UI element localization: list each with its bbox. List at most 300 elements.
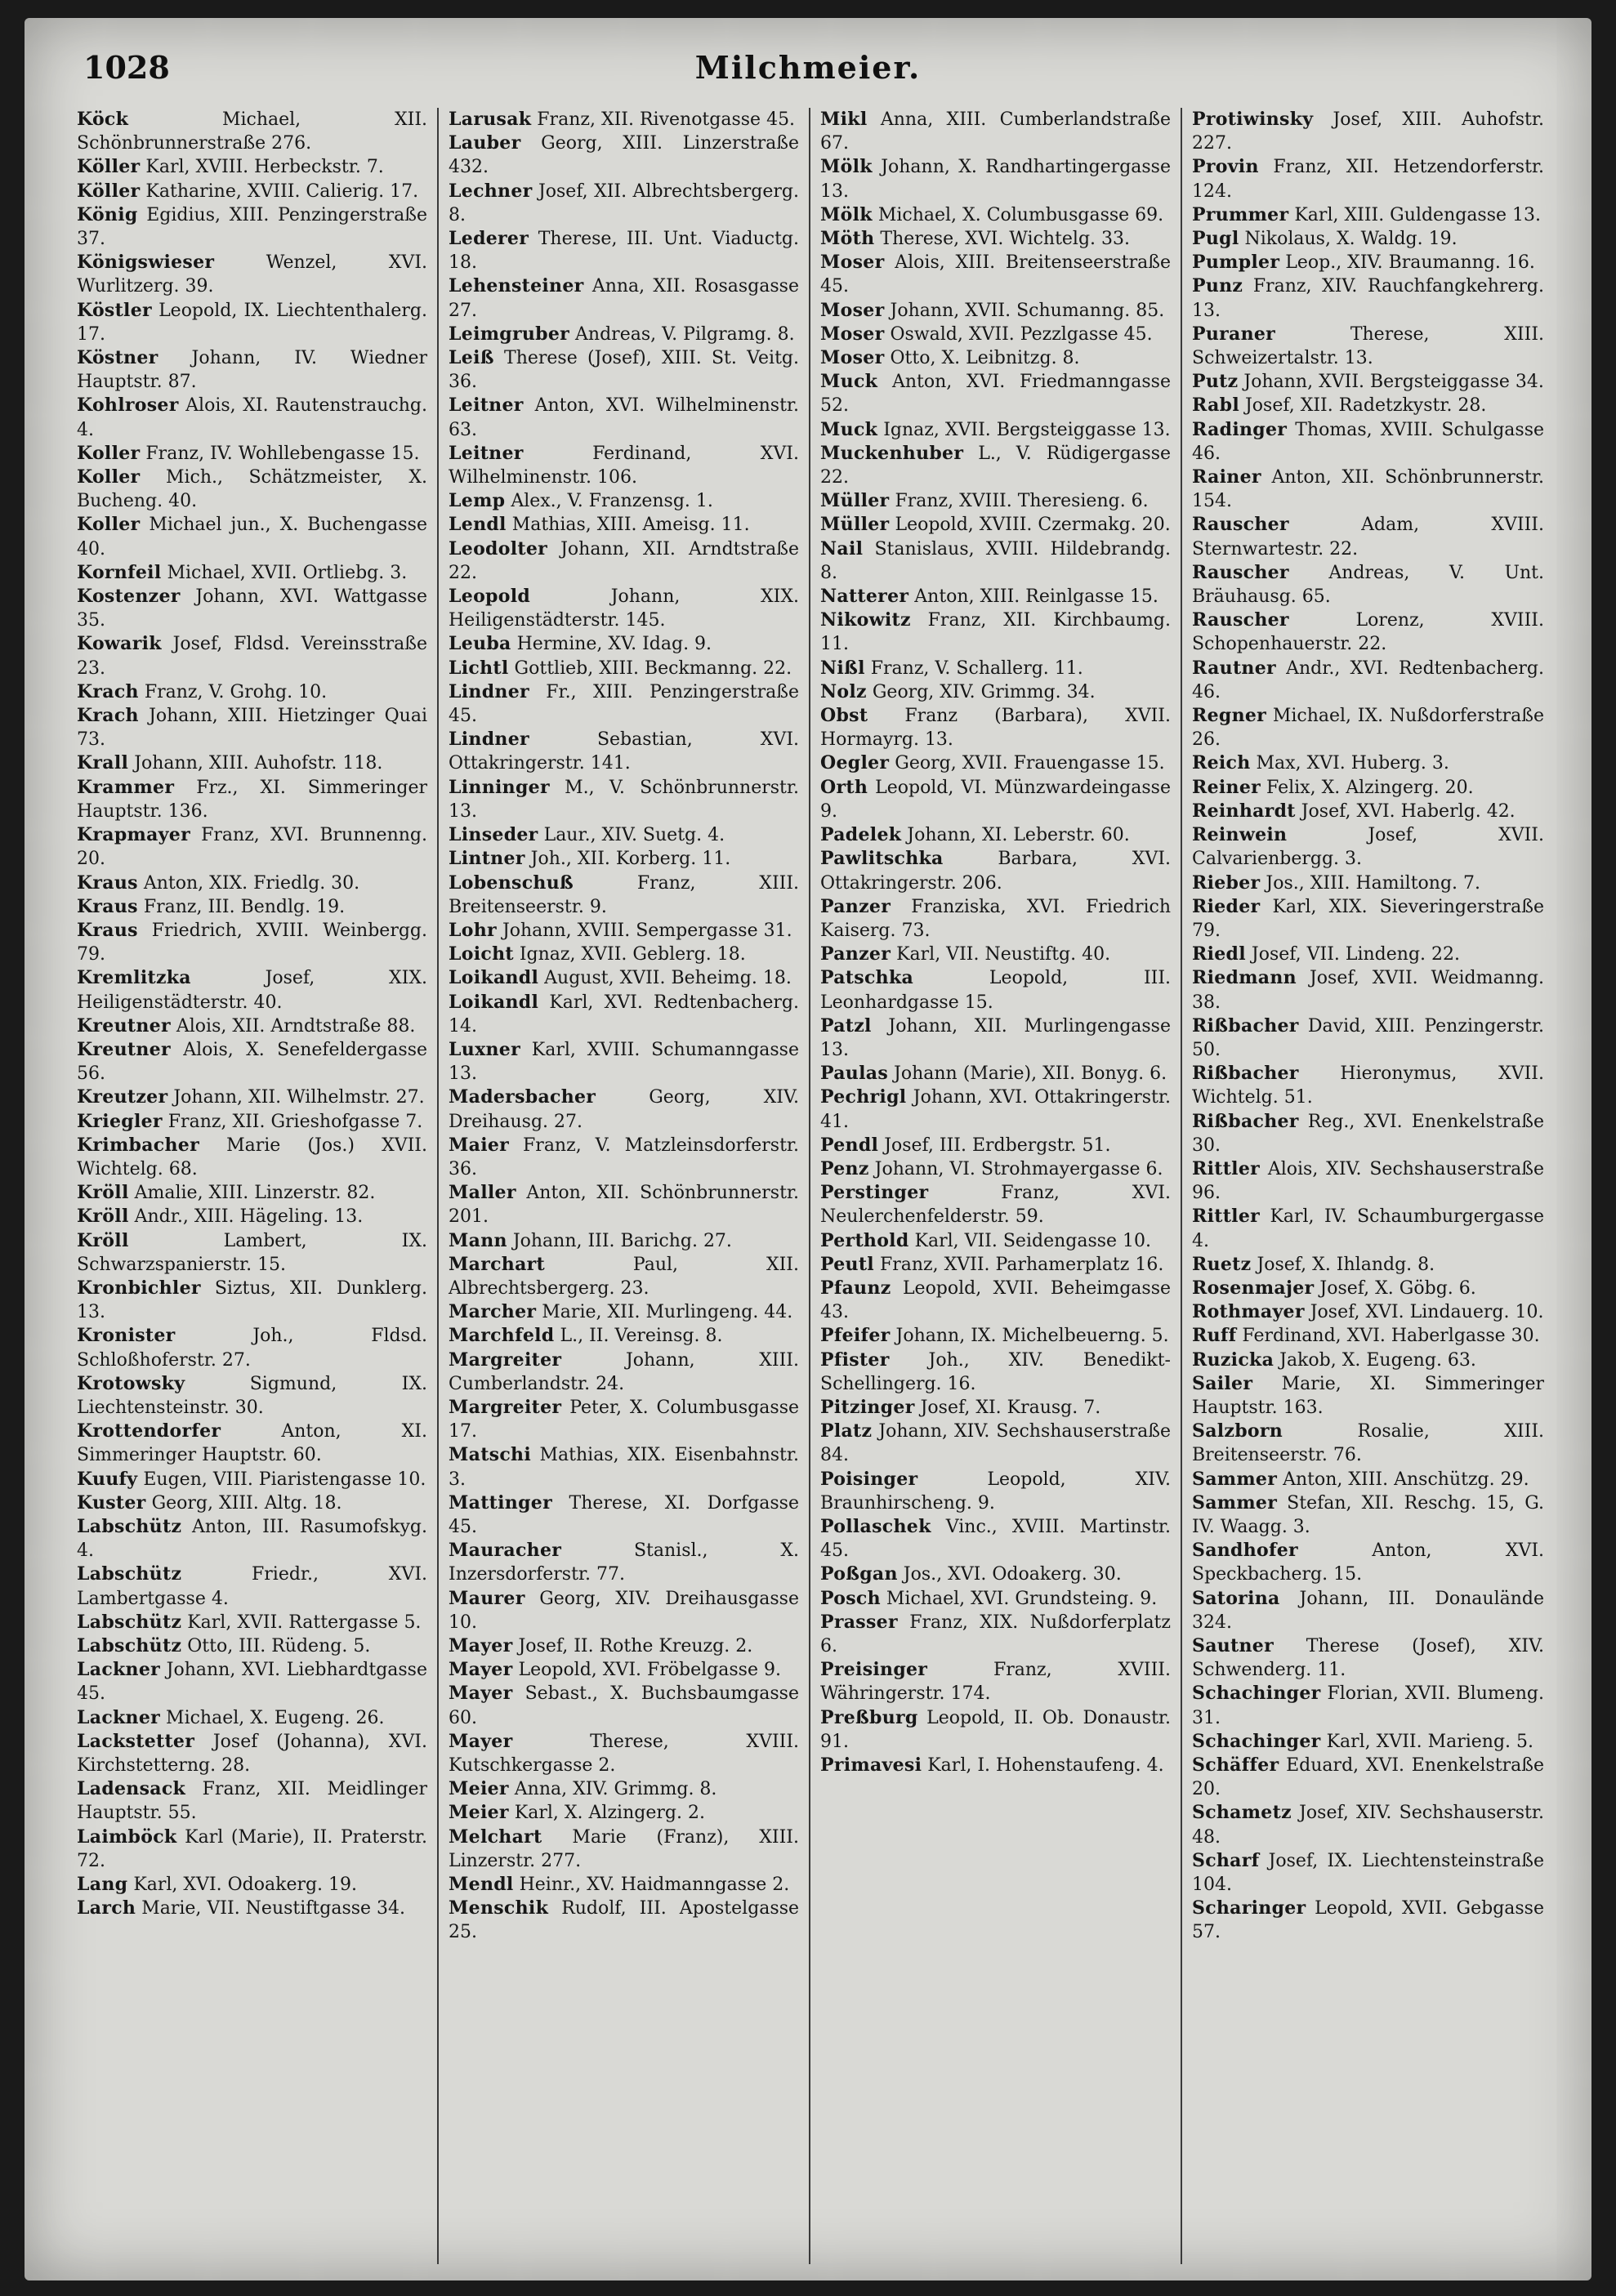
- entry-surname: Nolz: [820, 680, 867, 702]
- entry-surname: Pugl: [1192, 228, 1239, 250]
- entry-details: Marie, XII. Murlingeng. 44.: [542, 1302, 793, 1323]
- directory-entry: [1192, 251, 1544, 274]
- directory-entry: [820, 1134, 1171, 1157]
- entry-surname: Krach: [77, 705, 139, 727]
- entry-details: Anton, XVI. Wilhelminenstr. 63.: [449, 395, 799, 440]
- entry-details: Franz, XVI. Neulerchenfelderstr. 59.: [820, 1183, 1171, 1228]
- directory-entry: [1192, 704, 1544, 751]
- directory-entry: [1192, 203, 1544, 227]
- entry-surname: Reinwein: [1192, 824, 1288, 846]
- column-2: [439, 108, 810, 2264]
- entry-surname: Lackner: [77, 1706, 161, 1728]
- entry-details: Marie (Franz), XIII. Linzerstr. 277.: [449, 1826, 799, 1871]
- entry-surname: Prasser: [820, 1611, 898, 1633]
- entry-details: Georg, XIII. Linzerstraße 432.: [449, 133, 799, 178]
- entry-details: Johann, IX. Michelbeuerng. 5.: [895, 1326, 1169, 1347]
- entry-details: Michael, IX. Nußdorferstraße 26.: [1192, 706, 1544, 751]
- directory-entry: [820, 657, 1171, 680]
- entry-surname: Ruzicka: [1192, 1349, 1274, 1371]
- entry-details: Karl, VII. Seidengasse 10.: [914, 1230, 1152, 1251]
- entry-details: Mathias, XIII. Ameisg. 11.: [511, 515, 750, 536]
- entry-surname: Koller: [77, 514, 141, 536]
- entry-details: Josef, XVII. Weidmanng. 38.: [1192, 968, 1544, 1013]
- directory-entry: [449, 1873, 799, 1897]
- directory-entry: [820, 704, 1171, 751]
- directory-entry: [820, 1396, 1171, 1420]
- entry-details: Leopold, XVI. Fröbelgasse 9.: [518, 1660, 781, 1681]
- directory-entry: [1192, 1277, 1544, 1300]
- directory-entry: [820, 1754, 1171, 1777]
- entry-surname: Rabl: [1192, 395, 1239, 417]
- directory-entry: [820, 585, 1171, 609]
- directory-entry: [1192, 1420, 1544, 1467]
- entry-surname: Müller: [820, 490, 890, 512]
- entry-surname: Schachinger: [1192, 1730, 1321, 1752]
- directory-entry: [77, 1777, 427, 1825]
- entry-surname: Labschütz: [77, 1635, 182, 1656]
- entry-details: Franz, XII. Rivenotgasse 45.: [537, 109, 796, 130]
- entry-details: Lorenz, XVIII. Schopenhauerstr. 22.: [1192, 610, 1544, 655]
- entry-details: Franz, XVII. Parhamerplatz 16.: [879, 1254, 1164, 1275]
- entry-details: Friedrich, XVIII. Weinbergg. 79.: [77, 920, 427, 965]
- entry-details: August, XVII. Beheimg. 18.: [544, 968, 792, 989]
- directory-entry: [449, 1324, 799, 1348]
- entry-surname: Leuba: [449, 633, 511, 655]
- directory-entry: [1192, 1682, 1544, 1729]
- entry-surname: Kriegler: [77, 1110, 163, 1132]
- entry-details: Marie (Jos.) XVII. Wichtelg. 68.: [77, 1135, 427, 1179]
- directory-entry: [1192, 1110, 1544, 1157]
- directory-entry: [449, 632, 799, 656]
- entry-surname: Meier: [449, 1778, 509, 1800]
- entry-surname: Krottendorfer: [77, 1420, 221, 1442]
- directory-entry: [77, 1634, 427, 1658]
- entry-surname: Lang: [77, 1874, 128, 1896]
- entry-details: Franz, XVIII. Theresieng. 6.: [895, 491, 1149, 512]
- directory-entry: [449, 1349, 799, 1396]
- directory-entry: [77, 203, 427, 251]
- entry-surname: Mann: [449, 1229, 507, 1251]
- entry-details: Josef, XIII. Auhofstr. 227.: [1192, 109, 1544, 154]
- directory-entry: [77, 251, 427, 298]
- entry-surname: Loikandl: [449, 991, 539, 1013]
- entry-surname: Lemp: [449, 490, 506, 512]
- directory-entry: [1192, 1062, 1544, 1109]
- directory-entry: [449, 108, 799, 132]
- directory-entry: [820, 1658, 1171, 1705]
- entry-surname: Penz: [820, 1157, 869, 1179]
- entry-surname: Posch: [820, 1587, 881, 1609]
- entry-details: Nikolaus, X. Waldg. 19.: [1244, 229, 1458, 250]
- entry-surname: Moser: [820, 252, 885, 274]
- directory-entry: [1192, 1349, 1544, 1372]
- entry-surname: Maller: [449, 1182, 516, 1204]
- column-3: [810, 108, 1182, 2264]
- entry-surname: Margreiter: [449, 1396, 562, 1418]
- entry-details: L., II. Vereinsg. 8.: [560, 1326, 723, 1347]
- entry-details: Karl, VII. Neustiftg. 40.: [896, 944, 1111, 965]
- entry-details: Franz, XIX. Nußdorferplatz 6.: [820, 1612, 1171, 1656]
- directory-entry: [449, 1181, 799, 1228]
- entry-surname: Kornfeil: [77, 561, 162, 583]
- directory-entry: [449, 1253, 799, 1300]
- directory-entry: [77, 1205, 427, 1228]
- entry-details: Josef, VII. Lindeng. 22.: [1251, 944, 1461, 965]
- directory-entry: [449, 1801, 799, 1825]
- directory-entry: [449, 823, 799, 847]
- entry-details: Johann, III. Donaulände 324.: [1192, 1588, 1544, 1633]
- directory-entry: [1192, 561, 1544, 609]
- directory-entry: [1192, 1372, 1544, 1420]
- directory-entry: [1192, 418, 1544, 466]
- directory-entry: [449, 966, 799, 990]
- entry-surname: Puraner: [1192, 323, 1276, 345]
- entry-details: Johann, VI. Strohmayergasse 6.: [874, 1158, 1163, 1179]
- directory-page: [25, 18, 1591, 2280]
- entry-details: Johann, IV. Wiedner Hauptstr. 87.: [77, 348, 427, 393]
- entry-surname: Lehensteiner: [449, 275, 584, 297]
- entry-surname: Krall: [77, 752, 129, 774]
- entry-details: Johann, XVI. Wattgasse 35.: [77, 586, 427, 631]
- entry-surname: Kronbichler: [77, 1277, 201, 1299]
- entry-surname: Kreutner: [77, 1038, 171, 1060]
- entry-surname: Rautner: [1192, 657, 1276, 679]
- entry-surname: Madersbacher: [449, 1086, 596, 1108]
- directory-entry: [1192, 751, 1544, 775]
- entry-surname: Luxner: [449, 1038, 520, 1060]
- entry-details: Johann, XVII. Bergsteiggasse 34.: [1243, 372, 1544, 393]
- directory-entry: [449, 847, 799, 871]
- entry-surname: Pechrigl: [820, 1086, 907, 1108]
- entry-surname: Kronister: [77, 1325, 176, 1347]
- entry-details: Ferdinand, XVI. Haberlgasse 30.: [1242, 1326, 1540, 1347]
- entry-surname: Reich: [1192, 752, 1251, 774]
- entry-surname: Leimgruber: [449, 323, 570, 345]
- directory-entry: [77, 1086, 427, 1109]
- entry-details: Anton, XVI. Friedmanngasse 52.: [820, 372, 1171, 417]
- directory-entry: [1192, 1801, 1544, 1848]
- entry-details: Sebastian, XVI. Ottakringerstr. 141.: [449, 729, 800, 774]
- entry-details: Johann, XIII. Cumberlandstr. 24.: [449, 1349, 799, 1394]
- directory-entry: [449, 537, 799, 585]
- entry-details: Andreas, V. Pilgramg. 8.: [575, 323, 795, 345]
- entry-details: Karl, XVI. Redtenbacherg. 14.: [449, 992, 799, 1037]
- entry-details: Josef, XVII. Calvarienbergg. 3.: [1192, 825, 1544, 870]
- entry-surname: Linseder: [449, 824, 538, 846]
- entry-details: Joh., Fldsd. Schloßhoferstr. 27.: [77, 1326, 428, 1371]
- directory-entry: [77, 872, 427, 895]
- entry-details: Josef, XVI. Haberlg. 42.: [1301, 800, 1516, 822]
- directory-entry: [77, 966, 427, 1014]
- directory-entry: [449, 657, 799, 680]
- directory-entry: [1192, 108, 1544, 155]
- directory-entry: [820, 251, 1171, 298]
- directory-entry: [820, 1229, 1171, 1253]
- directory-entry: [449, 1134, 799, 1181]
- entry-details: Leopold, IX. Liechtenthalerg. 17.: [77, 300, 427, 345]
- directory-entry: [77, 895, 427, 919]
- entry-surname: Radinger: [1192, 418, 1288, 440]
- entry-details: Karl, XVIII. Schumanngasse 13.: [449, 1039, 799, 1085]
- entry-details: Johann, XI. Leberstr. 60.: [907, 825, 1130, 846]
- entry-surname: Kostenzer: [77, 586, 181, 608]
- directory-entry: [77, 1897, 427, 1920]
- entry-details: Ferdinand, XVI. Wilhelminenstr. 106.: [449, 443, 799, 488]
- entry-details: Anna, XIII. Cumberlandstraße 67.: [820, 109, 1171, 154]
- entry-details: Reg., XVI. Enenkelstraße 30.: [1192, 1111, 1545, 1156]
- entry-surname: Muck: [820, 418, 878, 440]
- entry-surname: Mayer: [449, 1730, 513, 1752]
- directory-entry: [820, 751, 1171, 775]
- entry-surname: Muckenhuber: [820, 442, 964, 464]
- directory-entry: [820, 609, 1171, 656]
- directory-entry: [77, 751, 427, 775]
- entry-details: Leopold, XIV. Braunhirscheng. 9.: [820, 1469, 1171, 1514]
- entry-surname: Mölk: [820, 203, 873, 225]
- directory-entry: [77, 1134, 427, 1181]
- entry-surname: Rittler: [1192, 1206, 1261, 1228]
- directory-entry: [77, 776, 427, 823]
- entry-details: Josef, III. Erdbergstr. 51.: [884, 1135, 1111, 1156]
- entry-surname: Reinhardt: [1192, 800, 1296, 822]
- entry-surname: Padelek: [820, 824, 902, 846]
- directory-entry: [1192, 823, 1544, 871]
- entry-details: Joh., XIV. Benedikt-Schellingerg. 16.: [820, 1349, 1171, 1394]
- entry-details: Johann, XIII. Auhofstr. 118.: [134, 753, 383, 774]
- entry-details: Leopold, VI. Münzwardeingasse 9.: [820, 777, 1171, 822]
- entry-surname: Pitzinger: [820, 1396, 915, 1418]
- directory-entry: [77, 1014, 427, 1038]
- directory-entry: [1192, 227, 1544, 251]
- entry-surname: Panzer: [820, 943, 891, 965]
- entry-details: Therese (Josef), XIII. St. Veitg. 36.: [449, 348, 799, 393]
- entry-details: Johann, XVI. Ottakringerstr. 41.: [820, 1087, 1171, 1132]
- entry-surname: Mayer: [449, 1683, 513, 1705]
- entry-details: Franz, XII. Hetzendorferstr. 124.: [1192, 157, 1545, 202]
- entry-details: Anton, XVI. Speckbacherg. 15.: [1192, 1540, 1545, 1585]
- entry-details: Josef, X. Ihlandg. 8.: [1257, 1254, 1435, 1275]
- entry-details: Vinc., XVIII. Martinstr. 45.: [820, 1516, 1171, 1562]
- entry-details: L., V. Rüdigergasse 22.: [820, 443, 1171, 488]
- entry-details: Karl, X. Alzingerg. 2.: [514, 1803, 705, 1824]
- entry-surname: Oegler: [820, 752, 890, 774]
- entry-surname: Loikandl: [449, 967, 539, 989]
- directory-entry: [77, 1491, 427, 1515]
- entry-surname: Preisinger: [820, 1659, 928, 1681]
- directory-entry: [449, 872, 799, 919]
- directory-entry: [820, 346, 1171, 370]
- directory-entry: [77, 1372, 427, 1420]
- entry-details: Rudolf, III. Apostelgasse 25.: [449, 1898, 800, 1943]
- directory-entry: [449, 1777, 799, 1801]
- directory-entry: [77, 1658, 427, 1705]
- entry-surname: Kohlroser: [77, 395, 179, 417]
- entry-surname: Kreutzer: [77, 1086, 168, 1108]
- directory-entry: [449, 442, 799, 489]
- directory-entry: [820, 1324, 1171, 1348]
- entry-surname: Kröll: [77, 1229, 129, 1251]
- directory-entry: [77, 466, 427, 513]
- entry-details: Egidius, XIII. Penzingerstraße 37.: [77, 204, 428, 250]
- entry-details: David, XIII. Penzingerstr. 50.: [1192, 1015, 1544, 1060]
- directory-entry: [77, 632, 427, 680]
- directory-entry: [820, 895, 1171, 943]
- directory-entry: [820, 1706, 1171, 1754]
- entry-surname: Poßgan: [820, 1563, 898, 1585]
- entry-details: Michael, XVI. Grundsteing. 9.: [886, 1588, 1158, 1609]
- directory-entry: [820, 1587, 1171, 1611]
- entry-details: Anton, XIII. Reinlgasse 15.: [914, 586, 1158, 608]
- entry-surname: Satorina: [1192, 1587, 1280, 1609]
- entry-details: Florian, XVII. Blumeng. 31.: [1192, 1683, 1544, 1728]
- directory-entry: [820, 1277, 1171, 1324]
- entry-surname: Panzer: [820, 895, 891, 917]
- entry-details: Josef, XII. Albrechtsbergerg. 8.: [449, 181, 799, 225]
- entry-details: Anton, XII. Schönbrunnerstr. 201.: [449, 1183, 799, 1228]
- directory-entry: [820, 203, 1171, 227]
- directory-entry: [77, 346, 427, 394]
- entry-details: Otto, X. Leibnitzg. 8.: [890, 348, 1080, 369]
- entry-details: Josef, II. Rothe Kreuzg. 2.: [518, 1636, 753, 1656]
- entry-details: Michael, X. Columbusgasse 69.: [877, 204, 1164, 225]
- directory-entry: [449, 1443, 799, 1491]
- directory-entry: [77, 1324, 427, 1371]
- entry-surname: Paulas: [820, 1063, 889, 1085]
- entry-details: Marie, VII. Neustiftgasse 34.: [141, 1898, 406, 1919]
- entry-details: Franziska, XVI. Friedrich Kaiserg. 73.: [820, 896, 1171, 941]
- directory-entry: [820, 1611, 1171, 1658]
- entry-surname: Putz: [1192, 371, 1239, 393]
- entry-details: Johann, XIV. Sechshauserstraße 84.: [820, 1421, 1171, 1466]
- entry-details: Georg, XVII. Frauengasse 15.: [895, 753, 1165, 774]
- entry-surname: Nail: [820, 537, 864, 560]
- directory-entry: [1192, 657, 1544, 704]
- entry-surname: Rißbacher: [1192, 1063, 1299, 1085]
- entry-surname: Scharinger: [1192, 1897, 1306, 1919]
- directory-entry: [820, 489, 1171, 513]
- column-4: [1182, 108, 1554, 2264]
- directory-entry: [820, 1420, 1171, 1467]
- directory-entry: [820, 1468, 1171, 1515]
- entry-surname: Rißbacher: [1192, 1110, 1299, 1132]
- entry-surname: Schäffer: [1192, 1754, 1279, 1777]
- entry-surname: Köller: [77, 180, 141, 202]
- directory-entry: [1192, 466, 1544, 513]
- entry-surname: Kremlitzka: [77, 967, 191, 989]
- entry-surname: Sandhofer: [1192, 1540, 1298, 1562]
- entry-surname: Ruff: [1192, 1325, 1237, 1347]
- entry-details: Max, XVI. Huberg. 3.: [1256, 753, 1449, 774]
- directory-entry: [1192, 1468, 1544, 1491]
- entry-details: Lambert, IX. Schwarzspanierstr. 15.: [77, 1230, 427, 1275]
- entry-surname: Leopold: [449, 586, 531, 608]
- entry-surname: Ruetz: [1192, 1253, 1252, 1275]
- entry-details: Franz, III. Bendlg. 19.: [143, 896, 346, 917]
- directory-entry: [820, 823, 1171, 847]
- entry-surname: Lederer: [449, 228, 529, 250]
- directory-entry: [449, 585, 799, 632]
- entry-surname: Mölk: [820, 156, 873, 178]
- entry-surname: Muck: [820, 371, 878, 393]
- entry-surname: Orth: [820, 776, 868, 798]
- directory-entry: [820, 966, 1171, 1014]
- directory-entry: [449, 1300, 799, 1324]
- entry-surname: Rothmayer: [1192, 1301, 1305, 1323]
- entry-surname: Schachinger: [1192, 1683, 1321, 1705]
- directory-entry: [1192, 609, 1544, 656]
- entry-details: Ignaz, XVII. Bergsteiggasse 13.: [883, 419, 1171, 440]
- directory-entry: [1192, 1587, 1544, 1634]
- entry-details: Eugen, VIII. Piaristengasse 10.: [143, 1469, 426, 1490]
- entry-surname: Koller: [77, 466, 141, 488]
- entry-details: Rosalie, XIII. Breitenseerstr. 76.: [1192, 1421, 1544, 1466]
- directory-entry: [449, 680, 799, 728]
- entry-surname: Maurer: [449, 1587, 525, 1609]
- entry-surname: Schametz: [1192, 1802, 1292, 1824]
- entry-details: Mich., Schätzmeister, X. Bucheng. 40.: [77, 467, 428, 512]
- entry-details: Anton, XIX. Friedlg. 30.: [143, 872, 360, 894]
- directory-entry: [77, 585, 427, 632]
- entry-details: Alois, XIV. Sechshauserstraße 96.: [1192, 1158, 1544, 1204]
- directory-entry: [820, 1181, 1171, 1228]
- entry-surname: Pawlitschka: [820, 848, 944, 870]
- directory-entry: [449, 728, 799, 775]
- entry-surname: Mendl: [449, 1874, 514, 1896]
- entry-details: Sigmund, IX. Liechtensteinstr. 30.: [77, 1373, 427, 1418]
- entry-details: Johann, XVIII. Sempergasse 31.: [502, 920, 792, 941]
- entry-surname: Müller: [820, 514, 890, 536]
- entry-details: Wenzel, XVI. Wurlitzerg. 39.: [77, 252, 427, 297]
- entry-details: Alois, X. Senefeldergasse 56.: [77, 1039, 427, 1085]
- entry-surname: Sailer: [1192, 1372, 1253, 1394]
- entry-details: Laur., XIV. Suetg. 4.: [543, 825, 725, 846]
- directory-entry: [449, 776, 799, 823]
- directory-entry: [1192, 1897, 1544, 1944]
- entry-details: Karl, XVIII. Herbeckstr. 7.: [145, 157, 384, 178]
- entry-surname: Sammer: [1192, 1468, 1278, 1490]
- entry-details: Gottlieb, XIII. Beckmanng. 22.: [514, 658, 792, 679]
- entry-surname: Köck: [77, 109, 129, 130]
- entry-details: Karl, XVII. Marieng. 5.: [1326, 1731, 1534, 1752]
- entry-surname: Lindner: [449, 680, 529, 702]
- entry-surname: Rieder: [1192, 895, 1261, 917]
- directory-entry: [77, 1611, 427, 1634]
- entry-surname: Lendl: [449, 514, 507, 536]
- entry-surname: Loicht: [449, 943, 514, 965]
- entry-surname: Mattinger: [449, 1491, 552, 1514]
- directory-entry: [820, 1014, 1171, 1062]
- directory-entry: [820, 1349, 1171, 1396]
- entry-details: Franz, V. Matzleinsdorferstr. 36.: [449, 1135, 800, 1179]
- entry-surname: Peutl: [820, 1253, 874, 1275]
- entry-surname: Pumpler: [1192, 252, 1280, 274]
- entry-details: Johann, X. Randhartingergasse 13.: [820, 157, 1171, 202]
- entry-surname: Leodolter: [449, 537, 548, 560]
- entry-details: Heinr., XV. Haidmanngasse 2.: [519, 1875, 790, 1896]
- directory-entry: [1192, 1324, 1544, 1348]
- directory-entry: [77, 1730, 427, 1777]
- entry-details: Josef (Johanna), XVI. Kirchstetterng. 28.: [77, 1731, 427, 1777]
- directory-entry: [820, 680, 1171, 704]
- entry-details: Josef, XI. Krausg. 7.: [920, 1397, 1101, 1418]
- entry-details: Fr., XIII. Penzingerstraße 45.: [449, 681, 799, 727]
- directory-entry: [77, 1515, 427, 1563]
- entry-details: Johann, III. Barichg. 27.: [512, 1230, 732, 1251]
- directory-entry: [449, 1730, 799, 1777]
- directory-entry: [1192, 1253, 1544, 1277]
- entry-details: Adam, XVIII. Sternwartestr. 22.: [1192, 515, 1544, 560]
- entry-details: Peter, X. Columbusgasse 17.: [449, 1397, 799, 1442]
